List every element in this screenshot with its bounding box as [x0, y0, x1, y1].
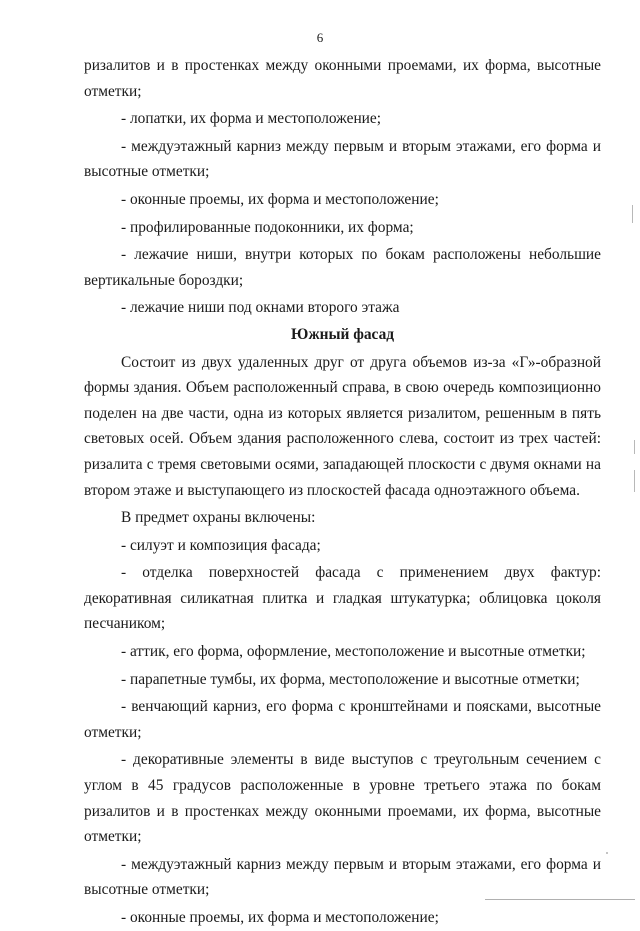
section-heading: Южный фасад	[290, 325, 395, 343]
section-description: Состоит из двух удаленных друг от друга объемов из-за «Г»-образной формы здания. Объем расположенный справа, в свою очередь композиционно поделен на две части, одна из которых является ризалитом, решенным в пять световых осей. Объем здания расположенного слева, состоит из трех частей: ризалита с тремя световыми осями, западающей плоскости с двумя окнами на втором этаже и выступающего из плоскостей фасада одноэтажного объема.	[84, 353, 601, 499]
protection-item: - венчающий карниз, его форма с кронштейнами и поясками, высотные отметки;	[84, 698, 601, 741]
protection-item: - оконные проемы, их форма и местоположение;	[121, 909, 439, 926]
scan-artifact	[634, 440, 635, 454]
page-number: 6	[316, 30, 324, 45]
protection-item: - парапетные тумбы, их форма, местоположение и высотные отметки;	[121, 670, 580, 688]
protection-item: - аттик, его форма, оформление, местоположение и высотные отметки;	[121, 643, 586, 661]
protection-item: - междуэтажный карниз между первым и вторым этажами, его форма и высотные отметки;	[84, 855, 601, 899]
list-item: - оконные проемы, их форма и местоположение;	[121, 190, 439, 208]
list-item: - междуэтажный карниз между первым и вторым этажами, его форма и высотные отметки;	[84, 137, 601, 181]
list-item: - профилированные подоконники, их форма;	[121, 218, 414, 236]
list-item: - лежачие ниши, внутри которых по бокам расположены небольшие вертикальные бороздки;	[84, 246, 601, 289]
scan-artifact	[606, 852, 608, 854]
page-body	[84, 53, 601, 931]
protection-item: - отделка поверхностей фасада с применением двух фактур: декоративная силикатная плитка и гладкая штукатурка; облицовка цоколя песчаником;	[84, 564, 601, 633]
list-item: - лежачие ниши под окнами второго этажа	[121, 299, 400, 317]
scan-artifact	[632, 205, 633, 223]
scan-artifact	[634, 470, 635, 492]
protection-item: - силуэт и композиция фасада;	[121, 536, 321, 554]
paragraph-continuation: ризалитов и в простенках между оконными проемами, их форма, высотные отметки;	[84, 57, 601, 100]
protection-intro: В предмет охраны включены:	[121, 509, 316, 527]
protection-item: - декоративные элементы в виде выступов с треугольным сечением с углом в 45 градусов расположенные в уровне третьего этажа по бокам ризалитов и в простенках между оконными проемами, их форма, высотные отметки;	[84, 751, 601, 846]
list-item: - лопатки, их форма и местоположение;	[121, 110, 382, 128]
scan-artifact	[485, 899, 635, 900]
